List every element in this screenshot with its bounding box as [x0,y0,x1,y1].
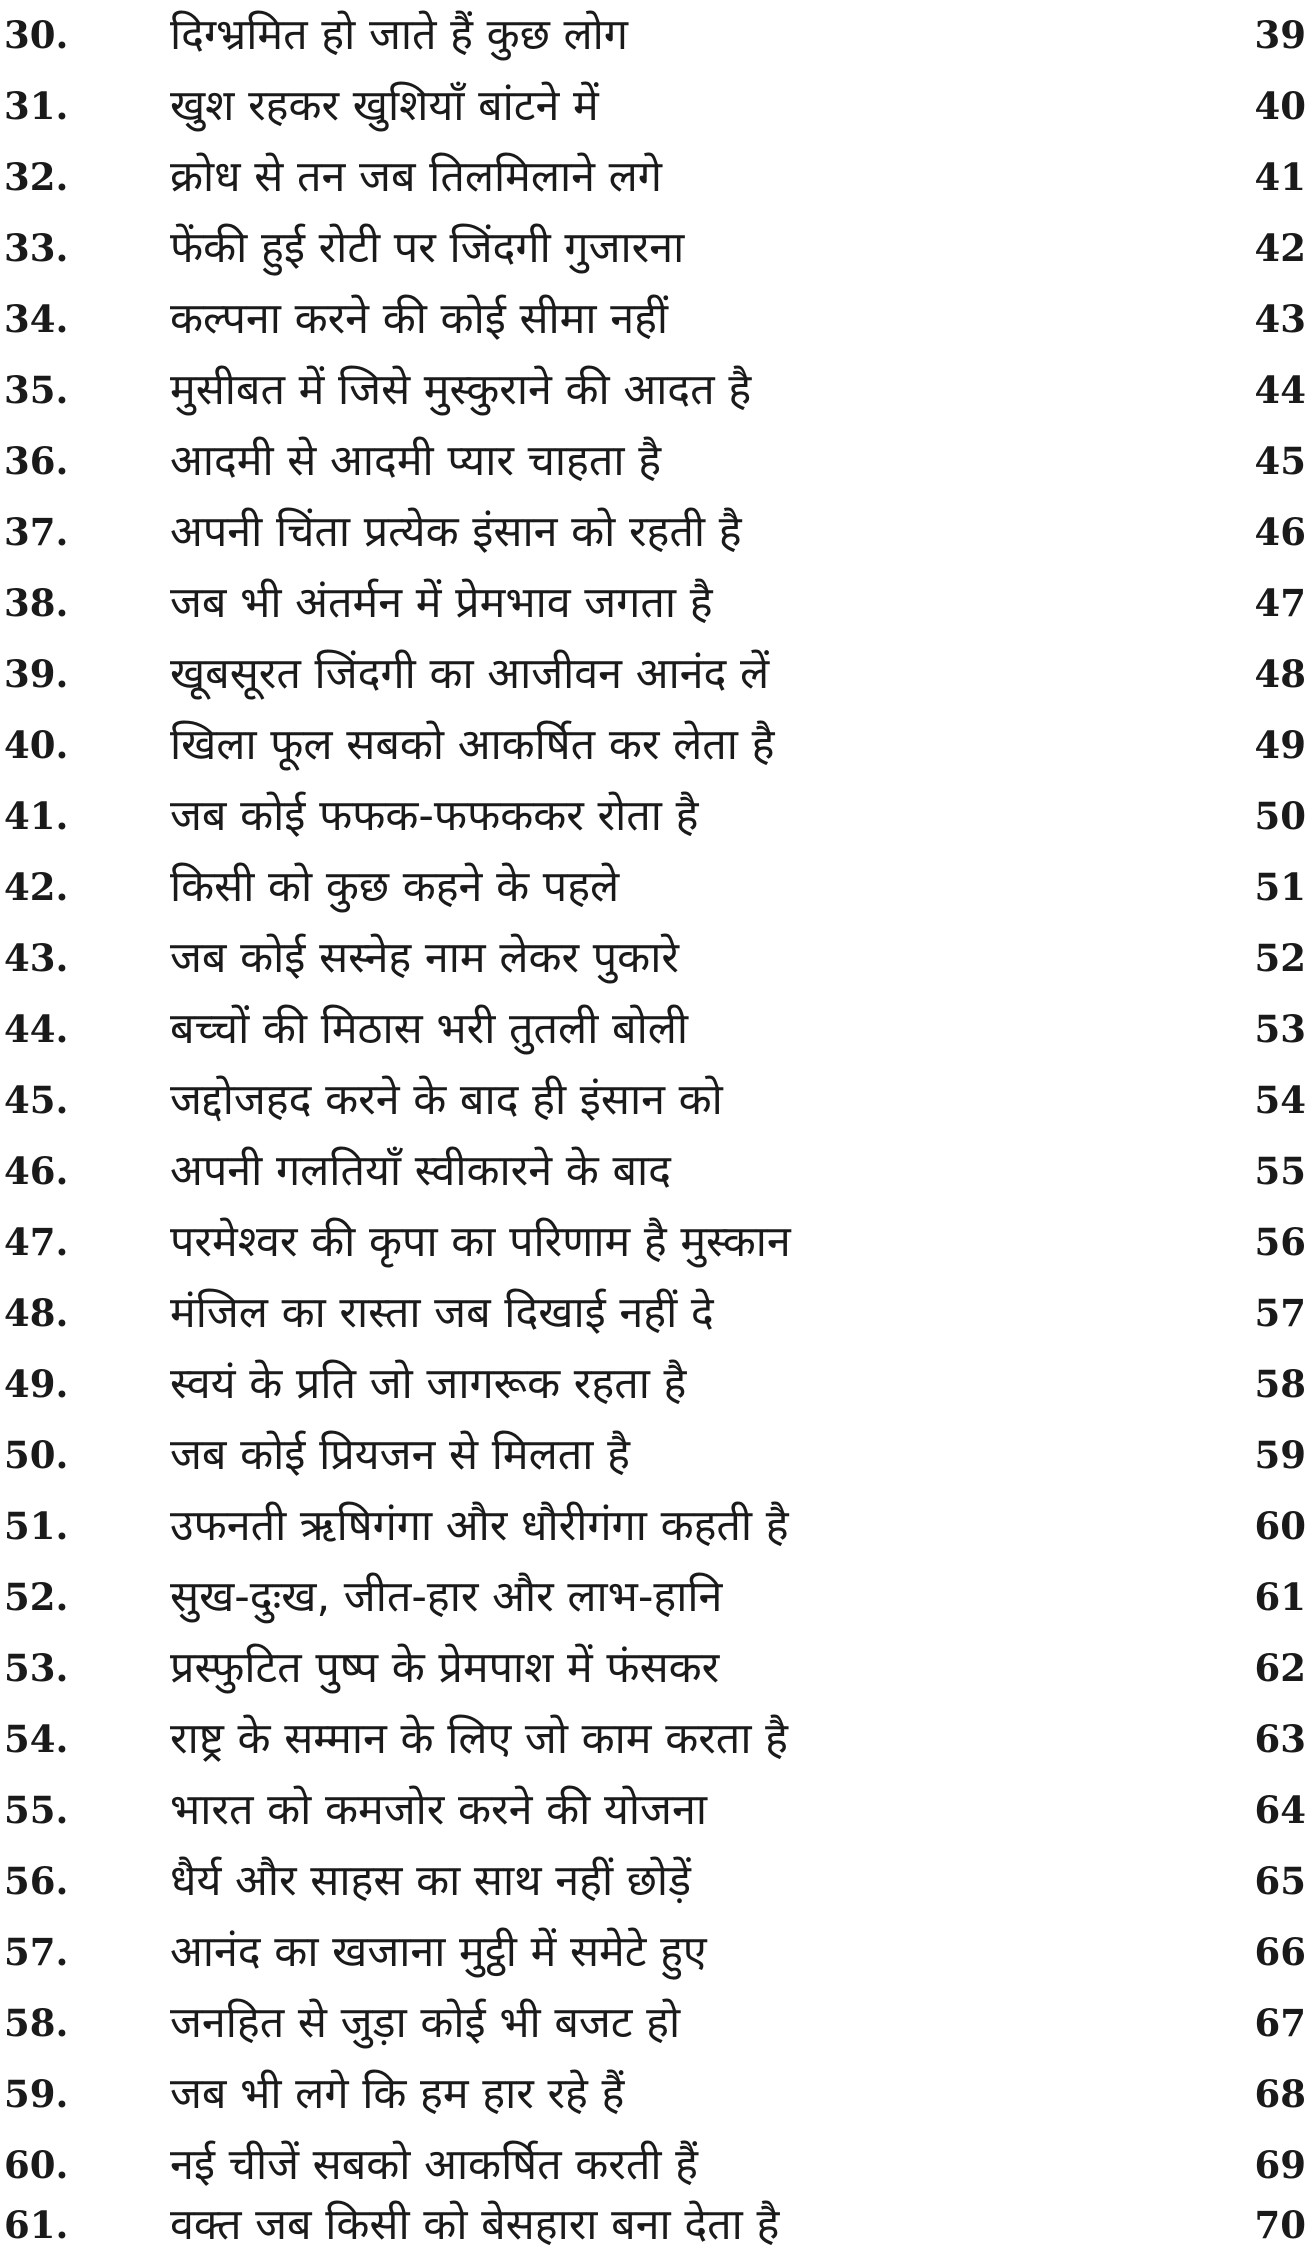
entry-page-number: 51 [1254,865,1306,909]
entry-number: 58. [4,2001,69,2045]
entry-page-number: 67 [1254,2001,1306,2045]
entry-page-number: 55 [1254,1149,1306,1193]
entry-title: प्रस्फुटित पुष्प के प्रेमपाश में फंसकर [170,1643,720,1693]
toc-entry [0,1562,1310,1633]
entry-title: जब कोई फफक-फफककर रोता है [170,791,699,841]
entry-title: क्रोध से तन जब तिलमिलाने लगे [170,152,663,202]
entry-title: खुश रहकर खुशियाँ बांटने में [170,81,599,131]
entry-title: अपनी चिंता प्रत्येक इंसान को रहती है [170,507,742,557]
entry-title: जनहित से जुड़ा कोई भी बजट हो [170,1998,681,2048]
entry-page-number: 43 [1254,297,1306,341]
entry-page-number: 40 [1254,84,1306,128]
entry-title: मंजिल का रास्ता जब दिखाई नहीं दे [170,1288,714,1338]
entry-title: खूबसूरत जिंदगी का आजीवन आनंद लें [170,649,770,699]
entry-title: वक्त जब किसी को बेसहारा बना देता है [170,2200,780,2250]
entry-title: जब कोई प्रियजन से मिलता है [170,1430,630,1480]
toc-entry [0,1846,1310,1917]
entry-number: 53. [4,1646,69,1690]
toc-entry [0,1420,1310,1491]
entry-title: किसी को कुछ कहने के पहले [170,862,620,912]
entry-number: 59. [4,2072,69,2116]
toc-entry [0,1633,1310,1704]
toc-entry [0,1136,1310,1207]
toc-entry [0,923,1310,994]
toc-entry [0,71,1310,142]
entry-page-number: 46 [1254,510,1306,554]
entry-page-number: 61 [1254,1575,1306,1619]
entry-title: आनंद का खजाना मुट्ठी में समेटे हुए [170,1927,707,1977]
entry-number: 39. [4,652,69,696]
entry-page-number: 52 [1254,936,1306,980]
toc-entry [0,2059,1310,2130]
entry-number: 48. [4,1291,69,1335]
entry-page-number: 49 [1254,723,1306,767]
toc-entry [0,639,1310,710]
entry-page-number: 47 [1254,581,1306,625]
toc-entry [0,1988,1310,2059]
entry-number: 33. [4,226,69,270]
toc-entry [0,852,1310,923]
entry-page-number: 69 [1254,2143,1306,2187]
entry-number: 31. [4,84,69,128]
entry-title: कल्पना करने की कोई सीमा नहीं [170,294,669,344]
toc-entry [0,1207,1310,1278]
toc-entry [0,781,1310,852]
entry-number: 34. [4,297,69,341]
entry-page-number: 50 [1254,794,1306,838]
toc-entry [0,1491,1310,1562]
entry-title: नई चीजें सबको आकर्षित करती हैं [170,2140,699,2190]
entry-title: सुख-दुःख, जीत-हार और लाभ-हानि [170,1572,723,1622]
entry-number: 32. [4,155,69,199]
entry-number: 35. [4,368,69,412]
entry-page-number: 60 [1254,1504,1306,1548]
entry-title: मुसीबत में जिसे मुस्कुराने की आदत है [170,365,752,415]
toc-entry [0,284,1310,355]
toc-entry [0,1775,1310,1846]
entry-number: 46. [4,1149,69,1193]
toc-entry [0,213,1310,284]
entry-page-number: 68 [1254,2072,1306,2116]
entry-title: भारत को कमजोर करने की योजना [170,1785,707,1835]
entry-title: खिला फूल सबको आकर्षित कर लेता है [170,720,775,770]
entry-number: 51. [4,1504,69,1548]
entry-number: 37. [4,510,69,554]
entry-number: 30. [4,13,69,57]
toc-entry [0,1065,1310,1136]
entry-page-number: 54 [1254,1078,1306,1122]
entry-page-number: 70 [1254,2203,1306,2247]
entry-page-number: 66 [1254,1930,1306,1974]
entry-title: फेंकी हुई रोटी पर जिंदगी गुजारना [170,223,685,273]
entry-number: 42. [4,865,69,909]
entry-page-number: 41 [1254,155,1306,199]
entry-page-number: 59 [1254,1433,1306,1477]
entry-title: जद्दोजहद करने के बाद ही इंसान को [170,1075,723,1125]
entry-number: 38. [4,581,69,625]
entry-number: 45. [4,1078,69,1122]
entry-number: 49. [4,1362,69,1406]
entry-page-number: 39 [1254,13,1306,57]
entry-number: 47. [4,1220,69,1264]
toc-entry [0,1704,1310,1775]
entry-number: 61. [4,2203,69,2247]
toc-entry [0,568,1310,639]
entry-title: स्वयं के प्रति जो जागरूक रहता है [170,1359,687,1409]
toc-entry [0,994,1310,1065]
entry-title: बच्चों की मिठास भरी तुतली बोली [170,1004,688,1054]
toc-entry [0,355,1310,426]
entry-page-number: 45 [1254,439,1306,483]
entry-number: 54. [4,1717,69,1761]
entry-page-number: 65 [1254,1859,1306,1903]
entry-title: जब भी लगे कि हम हार रहे हैं [170,2069,625,2119]
entry-number: 40. [4,723,69,767]
entry-number: 52. [4,1575,69,1619]
entry-number: 55. [4,1788,69,1832]
entry-title: अपनी गलतियाँ स्वीकारने के बाद [170,1146,671,1196]
entry-title: उफनती ऋषिगंगा और धौरीगंगा कहती है [170,1501,789,1551]
toc-entry [0,426,1310,497]
entry-page-number: 48 [1254,652,1306,696]
entry-number: 50. [4,1433,69,1477]
toc-entry [0,2190,1310,2261]
toc-entry [0,1349,1310,1420]
entry-page-number: 56 [1254,1220,1306,1264]
entry-number: 36. [4,439,69,483]
entry-number: 43. [4,936,69,980]
entry-number: 60. [4,2143,69,2187]
entry-page-number: 44 [1254,368,1306,412]
entry-page-number: 63 [1254,1717,1306,1761]
toc-entry [0,710,1310,781]
entry-number: 44. [4,1007,69,1051]
entry-number: 56. [4,1859,69,1903]
toc-entry [0,497,1310,568]
entry-number: 57. [4,1930,69,1974]
entry-page-number: 42 [1254,226,1306,270]
entry-number: 41. [4,794,69,838]
entry-title: धैर्य और साहस का साथ नहीं छोड़ें [170,1856,692,1906]
entry-title: जब भी अंतर्मन में प्रेमभाव जगता है [170,578,713,628]
entry-page-number: 62 [1254,1646,1306,1690]
toc-entry [0,142,1310,213]
entry-title: दिग्भ्रमित हो जाते हैं कुछ लोग [170,10,629,60]
entry-title: राष्ट्र के सम्मान के लिए जो काम करता है [170,1714,788,1764]
entry-page-number: 64 [1254,1788,1306,1832]
entry-page-number: 58 [1254,1362,1306,1406]
entry-title: परमेश्वर की कृपा का परिणाम है मुस्कान [170,1217,791,1267]
toc-entry [0,0,1310,71]
entry-page-number: 53 [1254,1007,1306,1051]
toc-entry [0,1278,1310,1349]
entry-title: आदमी से आदमी प्यार चाहता है [170,436,662,486]
entry-title: जब कोई सस्नेह नाम लेकर पुकारे [170,933,679,983]
entry-page-number: 57 [1254,1291,1306,1335]
toc-entry [0,1917,1310,1988]
